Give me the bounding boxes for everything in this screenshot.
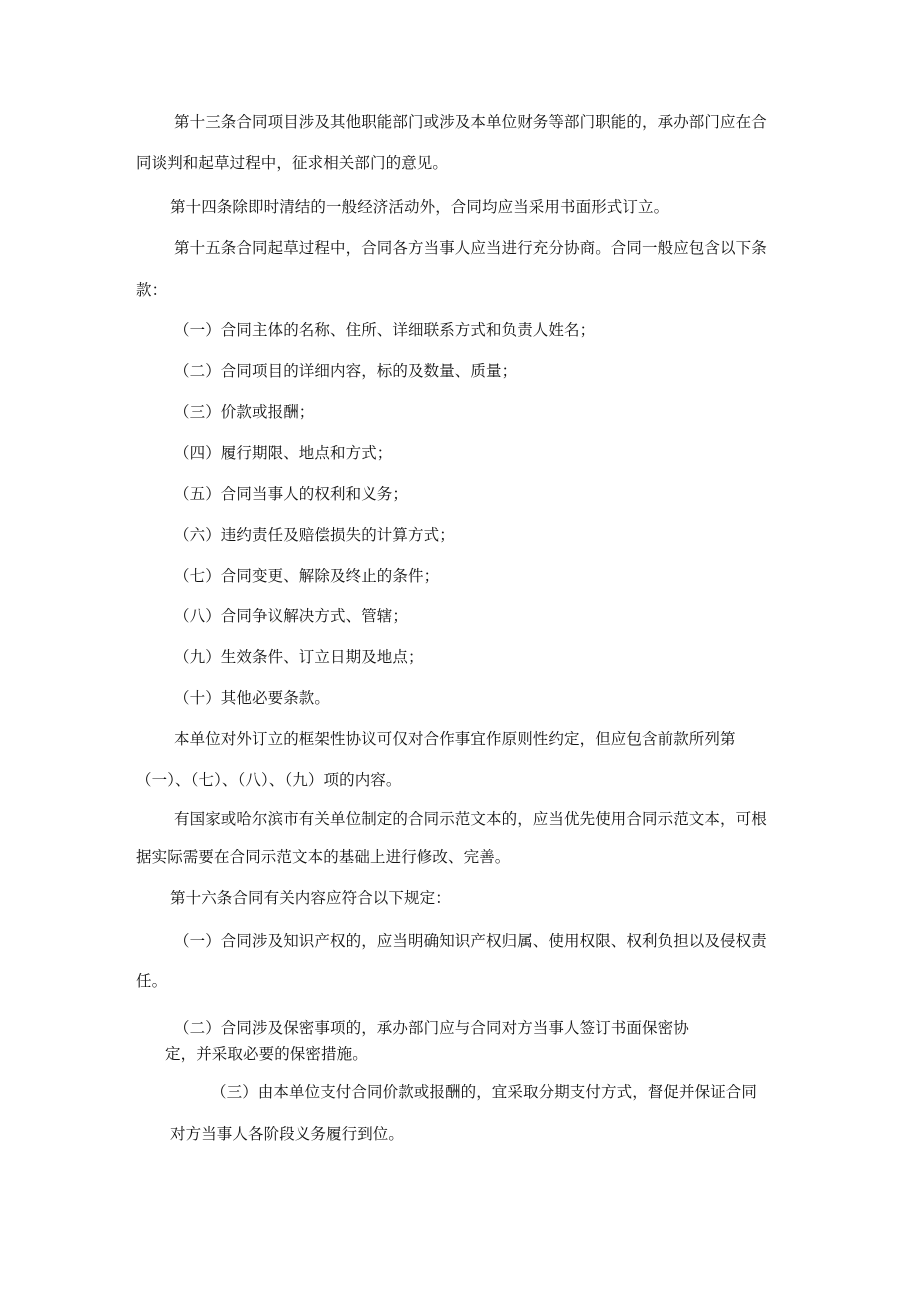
text-line: （二）合同项目的详细内容，标的及数量、质量； (174, 362, 518, 380)
text-line: 对方当事人各阶段义务履行到位。 (170, 1125, 405, 1143)
text-line: （一）合同主体的名称、住所、详细联系方式和负责人姓名； (174, 321, 596, 339)
text-line: 第十三条合同项目涉及其他职能部门或涉及本单位财务等部门职能的，承办部门应在合 (174, 113, 767, 131)
text-line: （二）合同涉及保密事项的，承办部门应与合同对方当事人签订书面保密协 (174, 1019, 689, 1037)
text-line: （九）生效条件、订立日期及地点； (174, 648, 424, 666)
text-line: 任。 (136, 972, 168, 990)
text-line: （七）合同变更、解除及终止的条件； (174, 567, 440, 585)
text-line: 据实际需要在合同示范文本的基础上进行修改、完善。 (136, 848, 511, 866)
text-line: （五）合同当事人的权利和义务； (174, 485, 409, 503)
text-line: （八）合同争议解决方式、管辖； (174, 607, 409, 625)
text-line: （六）违约责任及赔偿损失的计算方式； (174, 526, 455, 544)
text-line: （三）由本单位支付合同价款或报酬的，宜采取分期支付方式，督促并保证合同 (211, 1083, 758, 1101)
text-line: （十）其他必要条款。 (174, 689, 331, 707)
text-line: 第十六条合同有关内容应符合以下规定： (170, 889, 451, 907)
text-line: （一）、（七）、（八）、（九）项的内容。 (136, 771, 402, 789)
text-line: 同谈判和起草过程中，征求相关部门的意见。 (136, 154, 449, 172)
text-line: 款： (136, 281, 168, 299)
text-line: 第十五条合同起草过程中，合同各方当事人应当进行充分协商。合同一般应包含以下条 (174, 239, 767, 257)
text-line: 第十四条除即时清结的一般经济活动外，合同均应当采用书面形式订立。 (170, 198, 670, 216)
text-line: （四）履行期限、地点和方式； (174, 444, 393, 462)
text-line: （一）合同涉及知识产权的，应当明确知识产权归属、使用权限、权利负担以及侵权责 (174, 932, 767, 950)
text-line: 有国家或哈尔滨市有关单位制定的合同示范文本的，应当优先使用合同示范文本，可根 (174, 810, 767, 828)
text-line: 定，并采取必要的保密措施。 (165, 1045, 368, 1063)
text-line: （三）价款或报酬； (174, 403, 315, 421)
text-line: 本单位对外订立的框架性协议可仅对合作事宜作原则性约定，但应包含前款所列第 (174, 730, 736, 748)
